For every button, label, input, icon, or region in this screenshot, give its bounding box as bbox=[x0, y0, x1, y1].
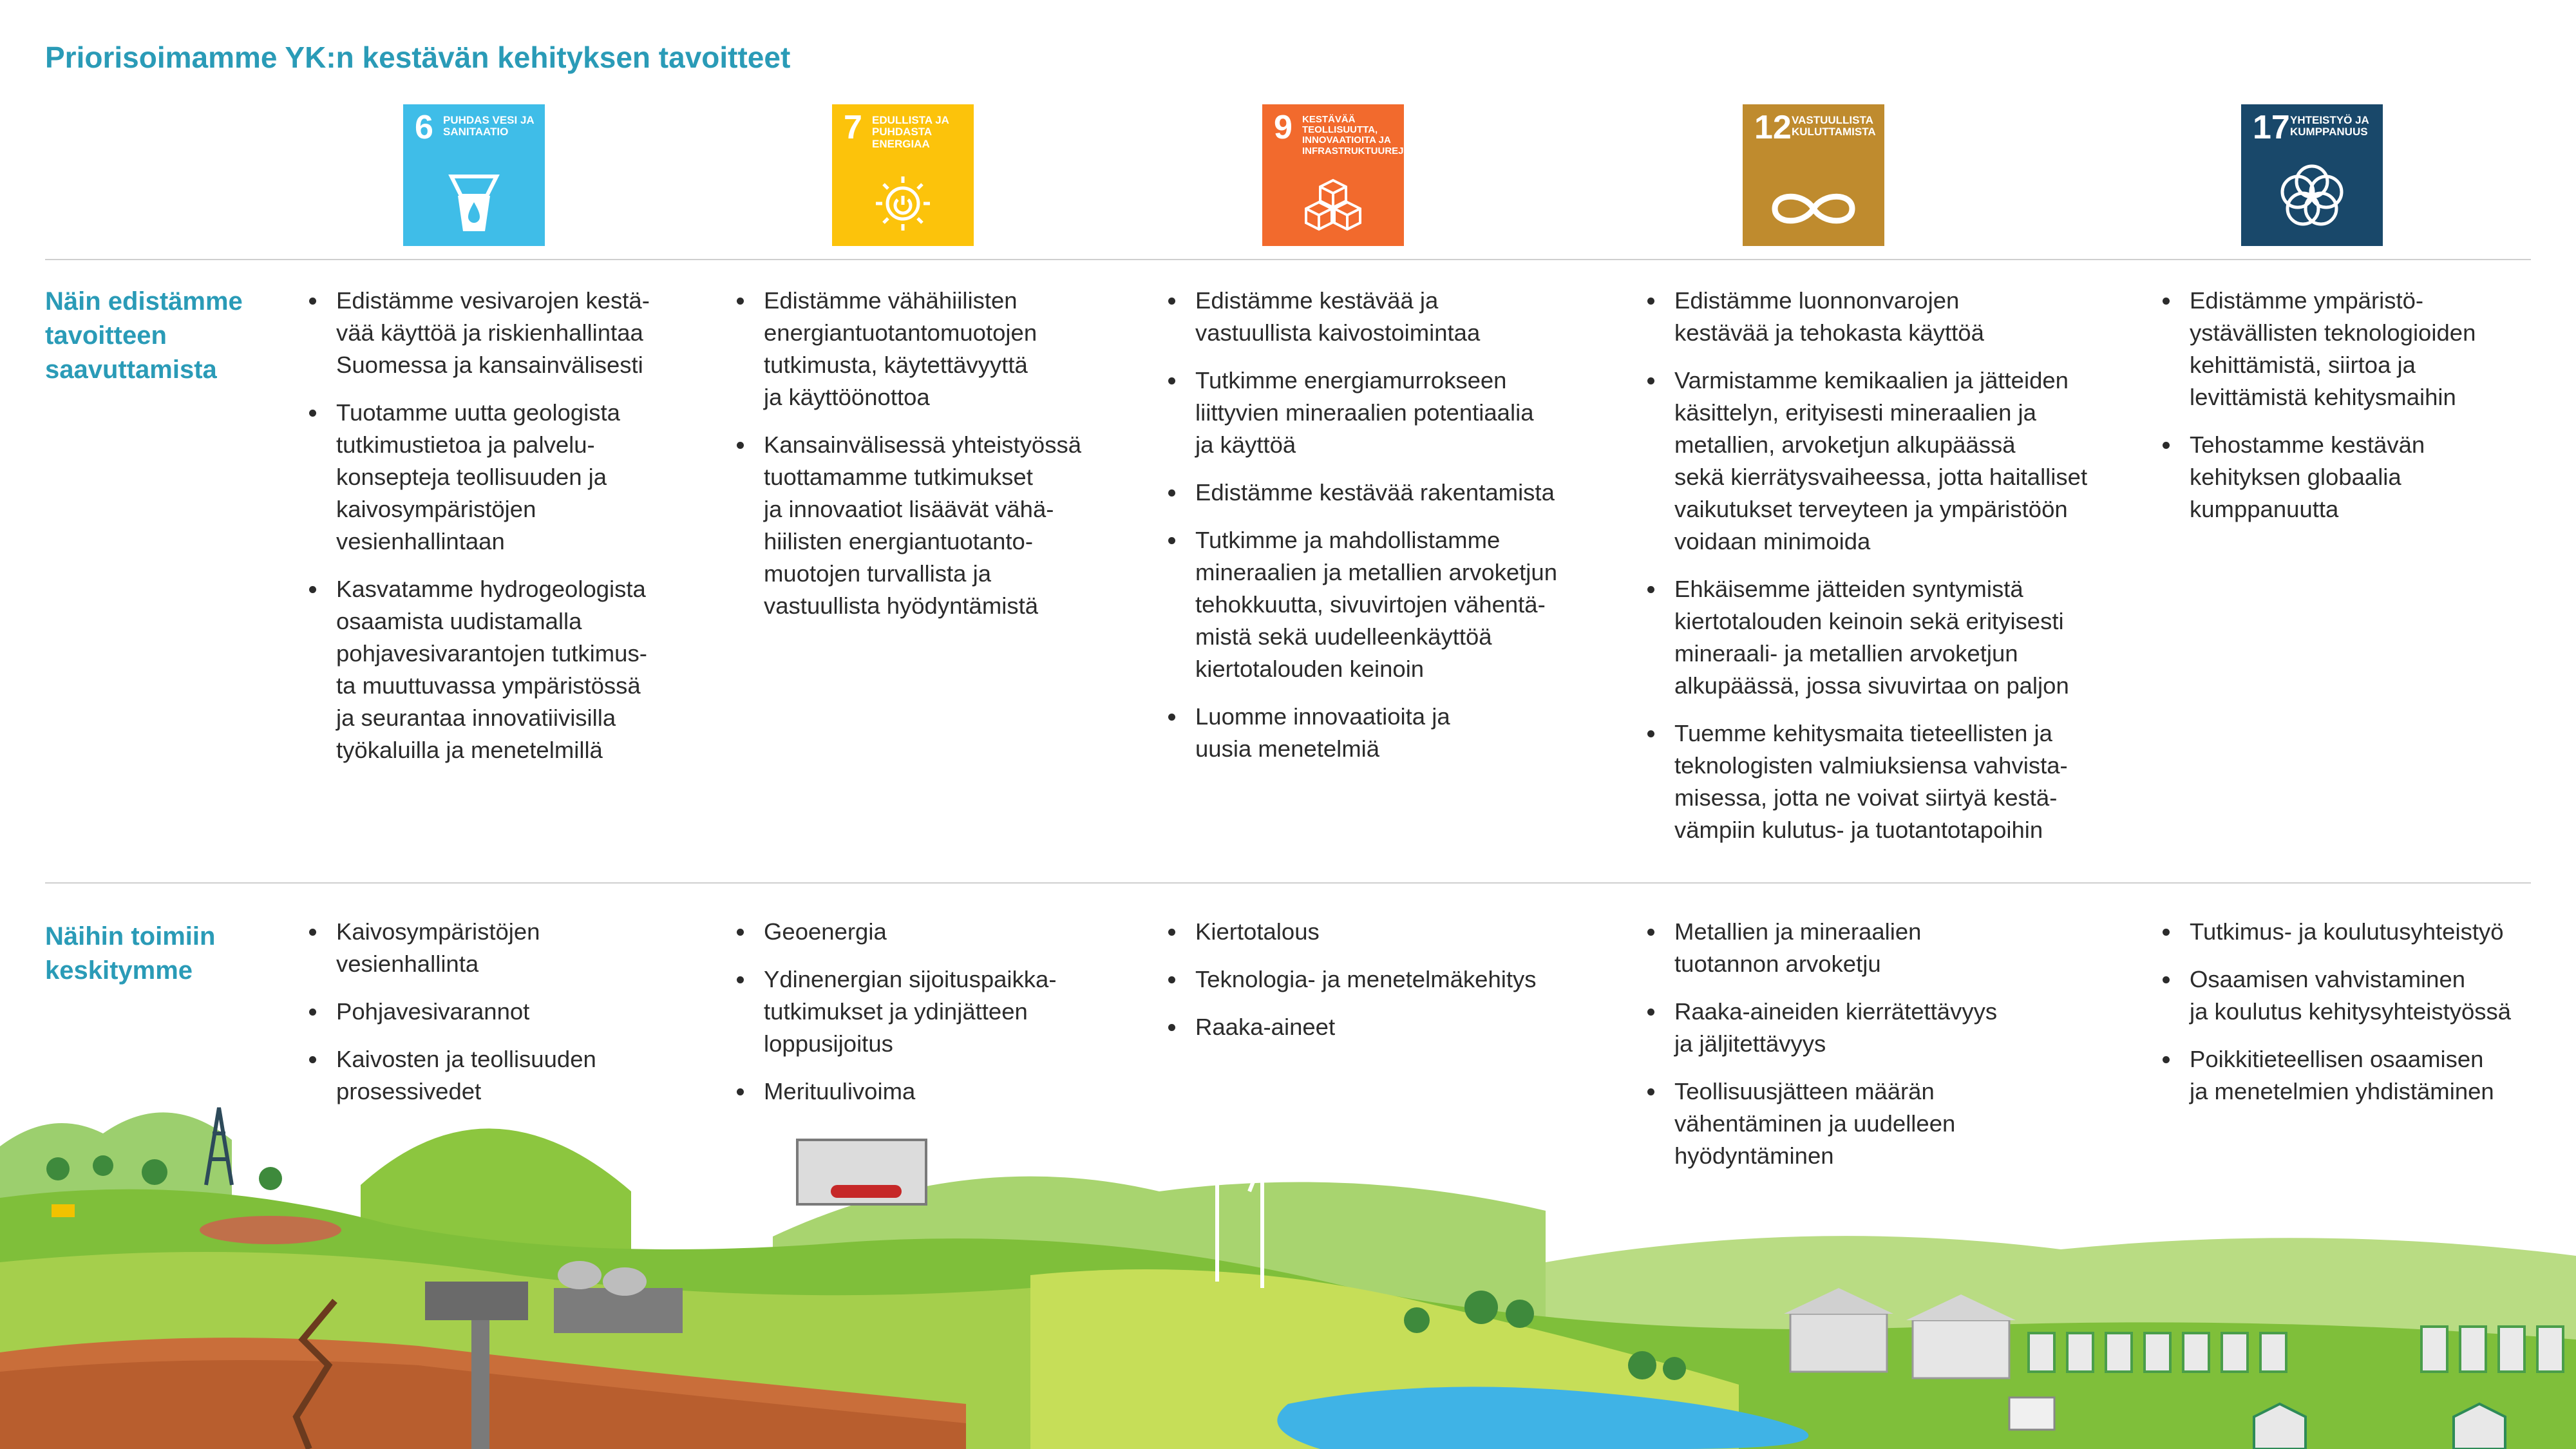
list-item: Kaivosten ja teollisuuden prosessivedet bbox=[336, 1043, 723, 1108]
list-item: Kasvatamme hydrogeologista osaamista uudistamalla pohjavesivarantojen tutkimus- ta muuttuvassa ympäristössä ja seurantaa innovatiivisilla työkaluilla ja menetelmillä bbox=[336, 573, 723, 766]
list-item: Tuotamme uutta geologista tutkimustietoa ja palvelu- konsepteja teollisuuden ja kaivosympäristöjen vesienhallintaan bbox=[336, 397, 723, 558]
list-item: Tutkimme energiamurrokseen liittyvien mineraalien potentiaalia ja käyttöä bbox=[1195, 365, 1633, 461]
list-item: Poikkitieteellisen osaamisen ja menetelmien yhdistäminen bbox=[2190, 1043, 2576, 1108]
list-item: Edistämme kestävää ja vastuullista kaivostoimintaa bbox=[1195, 285, 1633, 349]
list-item: Edistämme kestävää rakentamista bbox=[1195, 477, 1633, 509]
sdg-label: KESTÄVÄÄ TEOLLISUUTTA, INNOVAATIOITA JA INFRASTRUKTUUREJA bbox=[1302, 114, 1411, 156]
sdg-number: 12 bbox=[1754, 109, 1792, 146]
list-item: Tutkimme ja mahdollistamme mineraalien ja metallien arvoketjun tehokkuutta, sivuvirtojen vähentä- mistä sekä uudelleenkäyttöä kiertotalouden keinoin bbox=[1195, 524, 1633, 685]
sdg-label: YHTEISTYÖ JA KUMPPANUUS bbox=[2290, 114, 2369, 138]
list-item: Geoenergia bbox=[764, 916, 1163, 948]
flower-rings-icon bbox=[2273, 157, 2351, 234]
focus-column-sdg9 bbox=[1163, 916, 1633, 1059]
sun-power-icon bbox=[871, 170, 935, 234]
goals-column-sdg17 bbox=[2157, 285, 2576, 541]
sdg-12-tile bbox=[1743, 104, 1884, 246]
list-item: Ehkäisemme jätteiden syntymistä kiertotalouden keinoin sekä erityisesti mineraali- ja metallien arvoketjun alkupäässä, jossa sivuvirtaa on paljon bbox=[1674, 573, 2164, 702]
focus-column-sdg17 bbox=[2157, 916, 2576, 1123]
sdg-label: PUHDAS VESI JA SANITAATIO bbox=[443, 114, 535, 138]
section-goals-label: Näin edistämme tavoitteen saavuttamista bbox=[45, 287, 243, 384]
goals-column-sdg6 bbox=[304, 285, 723, 782]
goals-column-sdg7 bbox=[732, 285, 1163, 638]
landscape-illustration bbox=[0, 1095, 2576, 1449]
list-item: Kaivosympäristöjen vesienhallinta bbox=[336, 916, 723, 980]
water-drop-icon bbox=[445, 170, 503, 234]
goals-column-sdg12 bbox=[1642, 285, 2164, 862]
list-item: Kiertotalous bbox=[1195, 916, 1633, 948]
focus-column-sdg6 bbox=[304, 916, 723, 1123]
sdg-number: 9 bbox=[1274, 109, 1293, 146]
goals-column-sdg9 bbox=[1163, 285, 1633, 781]
divider bbox=[45, 259, 2531, 260]
list-item: Kansainvälisessä yhteistyössä tuottamamme tutkimukset ja innovaatiot lisäävät vähä- hiilisten energiantuotanto- muotojen turvallista ja vastuullista hyödyntämistä bbox=[764, 429, 1163, 622]
list-item: Luomme innovaatioita ja uusia menetelmiä bbox=[1195, 701, 1633, 765]
list-item: Edistämme vesivarojen kestä- vää käyttöä ja riskienhallintaa Suomessa ja kansainvälisesti bbox=[336, 285, 723, 381]
sdg-9-tile bbox=[1262, 104, 1411, 246]
sdg-number: 6 bbox=[415, 109, 433, 146]
list-item: Pohjavesivarannot bbox=[336, 996, 723, 1028]
sdg-number: 17 bbox=[2253, 109, 2290, 146]
sdg-label: EDULLISTA JA PUHDASTA ENERGIAA bbox=[872, 114, 949, 150]
cubes-icon bbox=[1301, 176, 1365, 234]
list-item: Teollisuusjätteen määrän vähentäminen ja uudelleen hyödyntäminen bbox=[1674, 1075, 2164, 1172]
list-item: Tuemme kehitysmaita tieteellisten ja teknologisten valmiuksiensa vahvista- misessa, jotta ne voivat siirtyä kestä- vämpiin kulutus- ja tuotantotapoihin bbox=[1674, 717, 2164, 846]
list-item: Merituulivoima bbox=[764, 1075, 1163, 1108]
sdg-number: 7 bbox=[844, 109, 862, 146]
sdg-17-tile bbox=[2241, 104, 2383, 246]
list-item: Varmistamme kemikaalien ja jätteiden käsittelyn, erityisesti mineraalien ja metallien, arvoketjun alkupäässä sekä kierrätysvaiheessa, jotta haitalliset vaikutukset terveyteen ja ympäristöön voidaan minimoida bbox=[1674, 365, 2164, 558]
page-title: Priorisoimamme YK:n kestävän kehityksen tavoitteet bbox=[45, 41, 791, 74]
sdg-7-tile bbox=[832, 104, 974, 246]
list-item: Tehostamme kestävän kehityksen globaalia kumppanuutta bbox=[2190, 429, 2576, 526]
list-item: Edistämme vähähiilisten energiantuotantomuotojen tutkimusta, käytettävyyttä ja käyttöönottoa bbox=[764, 285, 1163, 413]
list-item: Edistämme ympäristö- ystävällisten teknologioiden kehittämistä, siirtoa ja levittämistä kehitysmaihin bbox=[2190, 285, 2576, 413]
list-item: Raaka-aineiden kierrätettävyys ja jäljitettävyys bbox=[1674, 996, 2164, 1060]
list-item: Metallien ja mineraalien tuotannon arvoketju bbox=[1674, 916, 2164, 980]
sdg-label: VASTUULLISTA KULUTTAMISTA bbox=[1792, 114, 1876, 138]
list-item: Tutkimus- ja koulutusyhteistyö bbox=[2190, 916, 2576, 948]
focus-column-sdg7 bbox=[732, 916, 1163, 1123]
divider bbox=[45, 882, 2531, 884]
list-item: Raaka-aineet bbox=[1195, 1011, 1633, 1043]
infinity-icon bbox=[1765, 183, 1862, 234]
section-focus-label: Näihin toimiin keskitymme bbox=[45, 922, 216, 985]
list-item: Teknologia- ja menetelmäkehitys bbox=[1195, 963, 1633, 996]
list-item: Osaamisen vahvistaminen ja koulutus kehitysyhteistyössä bbox=[2190, 963, 2576, 1028]
list-item: Ydinenergian sijoituspaikka- tutkimukset ja ydinjätteen loppusijoitus bbox=[764, 963, 1163, 1060]
list-item: Edistämme luonnonvarojen kestävää ja tehokasta käyttöä bbox=[1674, 285, 2164, 349]
sdg-6-tile bbox=[403, 104, 545, 246]
